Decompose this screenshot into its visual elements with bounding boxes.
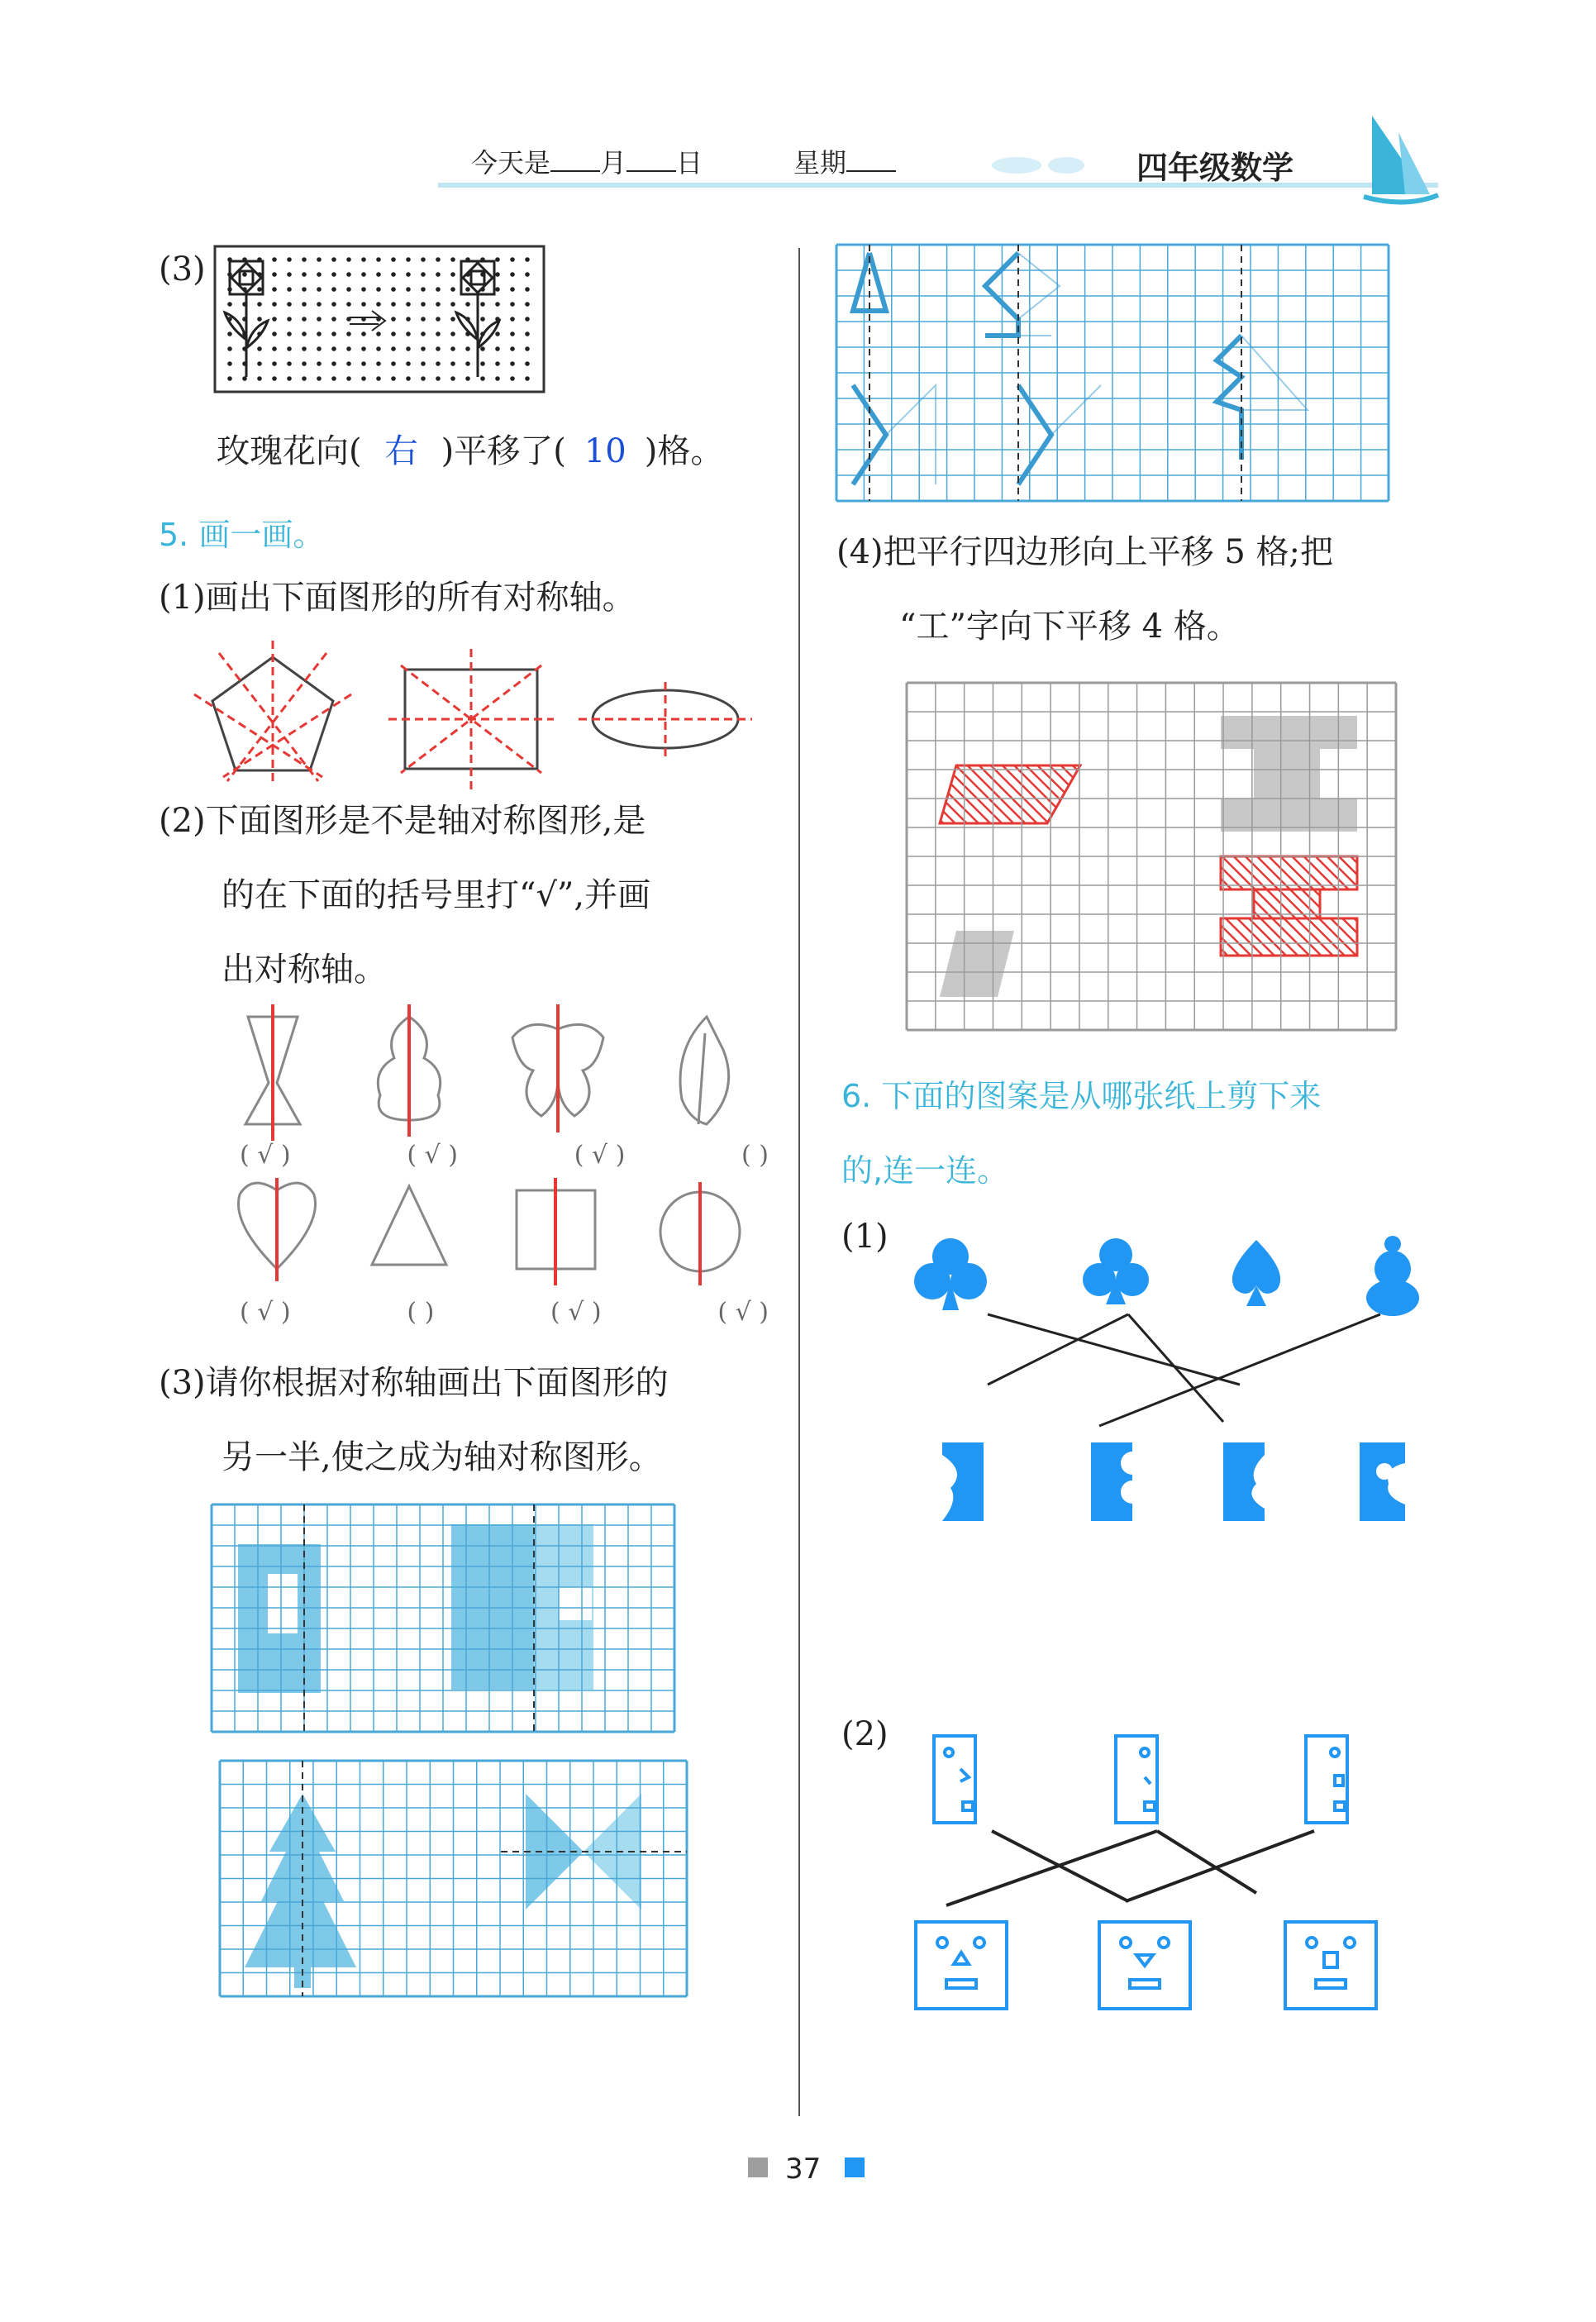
rose-sentence: 玫瑰花向( 右 )平移了( 10 )格。	[217, 432, 724, 470]
q3-line1: (3)请你根据对称轴画出下面图形的	[159, 1364, 669, 1402]
mark-vase: ( √ )	[240, 1141, 291, 1170]
section-6-line2: 的,连一连。	[841, 1152, 1009, 1189]
q2-marks-row1	[240, 1141, 769, 1170]
q4-line2: “工”字向下平移 4 格。	[899, 608, 1240, 646]
half-face-1-icon	[934, 1736, 975, 1823]
header-today: 今天是	[471, 147, 551, 179]
symmetry-axes-figures	[194, 637, 773, 794]
gourd-icon	[1366, 1236, 1419, 1316]
book-title: 四年级数学	[1136, 150, 1294, 186]
matching-1	[909, 1207, 1438, 1538]
paper-1-icon	[942, 1442, 984, 1521]
header-weekday: 星期	[793, 142, 896, 180]
face-2-icon	[1099, 1922, 1190, 2009]
matching-2	[909, 1711, 1438, 2034]
right-top-grid	[836, 245, 1390, 505]
clover-icon	[914, 1238, 987, 1310]
mark-leaf: ( )	[741, 1141, 769, 1170]
q3-grid-bottom	[220, 1761, 691, 2000]
mark-heart: ( √ )	[240, 1298, 291, 1327]
q2-line1: (2)下面图形是不是轴对称图形,是	[159, 802, 646, 840]
parallelogram-moved	[940, 765, 1080, 823]
section-5-title: 5. 画一画。	[159, 517, 325, 553]
gong-moved	[1221, 856, 1357, 956]
q2-shapes	[211, 1000, 789, 1347]
tree-shape	[245, 1794, 356, 1988]
pentagon-figure	[194, 641, 351, 785]
rose-right-icon	[456, 261, 499, 377]
p3-label: (3)	[159, 250, 206, 288]
header-decoration	[0, 0, 1596, 215]
mark-butterfly: ( √ )	[574, 1141, 626, 1170]
club-icon	[1083, 1238, 1149, 1304]
footer-right-square	[845, 2158, 865, 2177]
page-number: 37	[785, 2153, 822, 2186]
rose-dot-grid	[213, 245, 544, 393]
q1-text: (1)画出下面图形的所有对称轴。	[159, 579, 636, 617]
q4-grid	[907, 683, 1403, 1034]
gong-original	[1221, 716, 1357, 832]
q3-grid-top	[212, 1504, 674, 1736]
footer-left-square	[748, 2158, 768, 2177]
p2-label: (2)	[841, 1715, 889, 1753]
rose-answer-direction: 右	[384, 432, 418, 470]
half-face-3-icon	[1306, 1736, 1347, 1823]
q2-line2: 的在下面的括号里打“√”,并画	[222, 876, 651, 914]
mark-circle: ( √ )	[717, 1298, 769, 1327]
header-day: 日	[676, 147, 703, 179]
mark-square: ( √ )	[550, 1298, 602, 1327]
sail-logo-icon	[1364, 116, 1438, 203]
leaf-shape	[680, 1017, 729, 1124]
q4-line1: (4)把平行四边形向上平移 5 格;把	[836, 533, 1334, 571]
rectangle-figure	[388, 649, 554, 789]
face-1-icon	[916, 1922, 1007, 2009]
q2-line3: 出对称轴。	[222, 951, 387, 989]
half-face-2-icon	[1116, 1736, 1157, 1823]
p1-label: (1)	[841, 1218, 889, 1256]
parallelogram-original	[940, 931, 1014, 997]
mark-cloud: ( √ )	[407, 1141, 458, 1170]
rose-answer-number: 10	[584, 432, 626, 470]
spade-icon	[1232, 1240, 1280, 1306]
q2-marks-row2	[240, 1298, 769, 1327]
section-6-line1: 6. 下面的图案是从哪张纸上剪下来	[841, 1078, 1322, 1114]
column-divider	[798, 248, 801, 2116]
mark-triangle: ( )	[407, 1298, 435, 1327]
ellipse-figure	[579, 682, 752, 756]
face-3-icon	[1285, 1922, 1376, 2009]
header-month: 月	[600, 147, 627, 179]
triangle-shape	[372, 1186, 446, 1265]
q3-line2: 另一半,使之成为轴对称图形。	[222, 1438, 662, 1476]
